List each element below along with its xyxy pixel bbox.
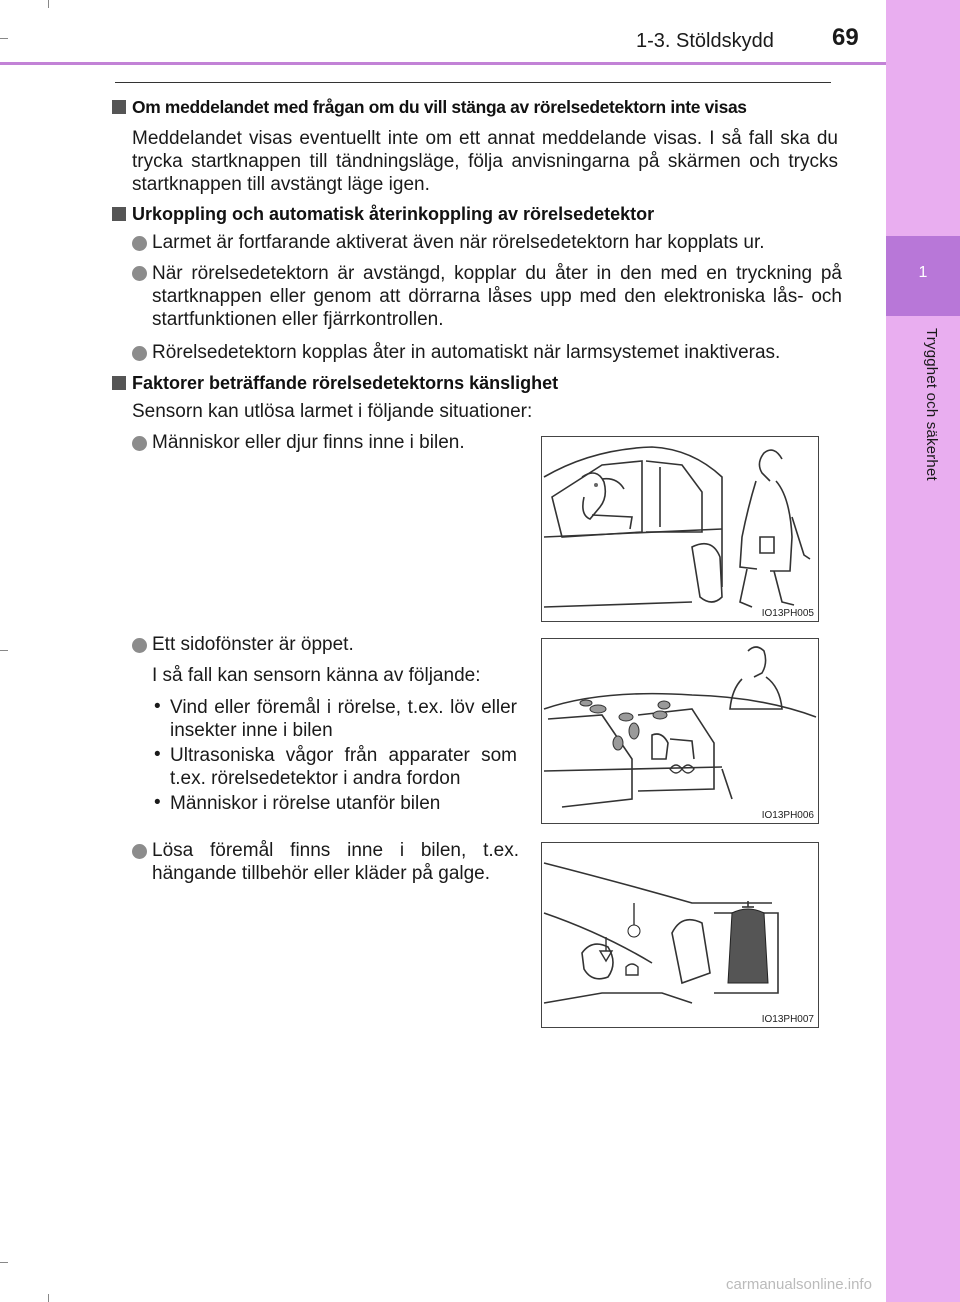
square-bullet-icon: [112, 376, 126, 390]
heading-text: Om meddelandet med frågan om du vill stänga av rörelsedetektorn inte visas: [132, 97, 747, 117]
bullet-item: Människor eller djur finns inne i bilen.: [152, 432, 465, 453]
heading-text: Faktorer beträffande rörelsedetektorns känslighet: [132, 373, 559, 393]
bullet-subtext: I så fall kan sensorn känna av följande:: [152, 665, 481, 686]
figure-code: IO13PH006: [761, 810, 814, 821]
sub-bullet-item: Vind eller föremål i rörelse, t.ex. löv eller insekter inne i bilen: [170, 697, 517, 741]
bullet-item: När rörelsedetektorn är avstängd, kopplar du åter in den med en tryckning på startknappen eller genom att dörrarna låses upp med den elektroniska lås- och startfunktionen eller fjärrkontrollen.: [152, 263, 842, 330]
crop-mark: [48, 1294, 49, 1302]
bullet-item: Ett sidofönster är öppet.: [152, 634, 354, 655]
page-number: 69: [832, 24, 859, 51]
sub-bullet-item: Ultrasoniska vågor från apparater som t.ex. rörelsedetektor i andra fordon: [170, 745, 517, 789]
bullet-dot-icon: [132, 236, 147, 251]
chapter-number: 1: [918, 264, 928, 281]
car-pet-illustration: [542, 437, 819, 622]
watermark: carmanualsonline.info: [726, 1276, 872, 1293]
bullet-item: Rörelsedetektorn kopplas åter in automatiskt när larmsystemet inaktiveras.: [152, 342, 781, 363]
open-window-illustration: [542, 639, 819, 824]
bullet-dot-icon: [132, 844, 147, 859]
figure-pet-in-car: [541, 436, 819, 622]
paragraph: Meddelandet visas eventuellt inte om ett annat meddelande visas. I så fall ska du trycka startknappen till tändningsläge, följa anvisningarna på skärmen och trycks startknappen till avstängt läge igen.: [132, 128, 838, 195]
paragraph: Sensorn kan utlösa larmet i följande situationer:: [132, 401, 533, 422]
crop-mark: [0, 1262, 8, 1263]
figure-code: IO13PH005: [761, 608, 814, 619]
figure-hanging-items: [541, 842, 819, 1028]
car-interior-illustration: [542, 843, 819, 1028]
chapter-sidebar: [886, 0, 960, 1302]
bullet-dot-icon: [132, 266, 147, 281]
bullet-dot-icon: [132, 436, 147, 451]
crop-mark: [0, 650, 8, 651]
top-rule: [115, 82, 831, 83]
crop-mark: [0, 38, 8, 39]
heading-text: Urkoppling och automatisk återinkoppling av rörelsedetektor: [132, 204, 655, 224]
sub-bullet-mark: •: [154, 744, 161, 765]
sub-bullet-mark: •: [154, 696, 161, 717]
square-bullet-icon: [112, 207, 126, 221]
bullet-item: Larmet är fortfarande aktiverat även när rörelsedetektorn har kopplats ur.: [152, 232, 765, 253]
square-bullet-icon: [112, 100, 126, 114]
chapter-tab[interactable]: [886, 236, 960, 316]
bullet-item: Lösa föremål finns inne i bilen, t.ex. hängande tillbehör eller kläder på galge.: [152, 840, 519, 884]
header-rule: [0, 62, 886, 65]
figure-open-window: [541, 638, 819, 824]
chapter-title: Trygghet och säkerhet: [923, 328, 940, 481]
bullet-dot-icon: [132, 346, 147, 361]
figure-code: IO13PH007: [761, 1014, 814, 1025]
bullet-dot-icon: [132, 638, 147, 653]
sub-bullet-item: Människor i rörelse utanför bilen: [170, 793, 441, 814]
crop-mark: [48, 0, 49, 8]
section-heading: [112, 204, 654, 225]
section-heading: [112, 97, 747, 118]
section-heading: [112, 373, 558, 394]
section-title: 1-3. Stöldskydd: [636, 30, 774, 52]
sub-bullet-mark: •: [154, 792, 161, 813]
